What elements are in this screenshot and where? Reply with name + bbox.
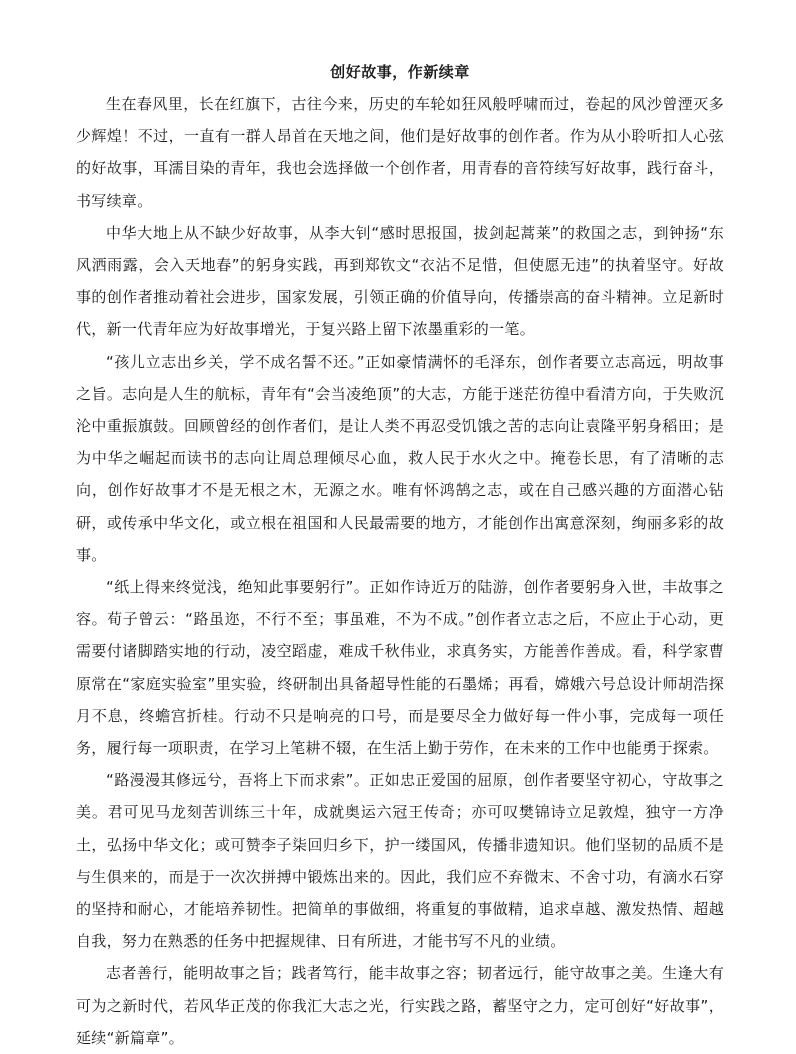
document-title: 创好故事，作新续章 [330, 63, 470, 81]
paragraph-4: “纸上得来终觉浅，绝知此事要躬行”。正如作诗近万的陆游，创作者要躬身入世，丰故事之容。荀子曾云：“路虽迩，不行不至；事虽难，不为不成。”创作者立志之后，不应止于心动，更需要付诸脚踏实地的行动，凌空蹈虚，难成千秋伟业，求真务实，方能善作善成。看，科学家曹原常在“家庭实验室”里实验，终研制出具备超导性能的石墨烯；再看，嫦娥六号总设计师胡浩探月不息，终蟾宫折桂。行动不只是响亮的口号，而是要尽全力做好每一件小事，完成每一项任务，履行每一项职责，在学习上笔耕不辍，在生活上勤于劳作，在未来的工作中也能勇于探索。 [76, 578, 724, 758]
document-page [76, 58, 724, 1054]
paragraph-2: 中华大地上从不缺少好故事，从李大钊“感时思报国，拔剑起蒿莱”的救国之志，到钟扬“东风洒雨露，会入天地春”的躬身实践，再到郑钦文“衣沾不足惜，但使愿无违”的执着坚守。好故事的创作者推动着社会进步，国家发展，引领正确的价值导向，传播崇高的奋斗精神。立足新时代，新一代青年应为好故事增光，于复兴路上留下浓墨重彩的一笔。 [76, 223, 724, 339]
paragraph-5: “路漫漫其修远兮，吾将上下而求索”。正如忠正爱国的屈原，创作者要坚守初心，守故事之美。君可见马龙刻苦训练三十年，成就奥运六冠王传奇；亦可叹樊锦诗立足敦煌，独守一方净土，弘扬中华文化；或可赞李子柒回归乡下，护一缕国风，传播非遗知识。他们坚韧的品质不是与生俱来的，而是于一次次拼搏中锻炼出来的。因此，我们应不弃微末、不舍寸功，有滴水石穿的坚持和耐心，才能培养韧性。把简单的事做细，将重复的事做精，追求卓越、激发热情、超越自我，努力在熟悉的任务中把握规律、日有所进，才能书写不凡的业绩。 [76, 771, 724, 951]
paragraph-1: 生在春风里，长在红旗下，古往今来，历史的车轮如狂风般呼啸而过，卷起的风沙曾湮灭多少辉煌！不过，一直有一群人昂首在天地之间，他们是好故事的创作者。作为从小聆听扣人心弦的好故事，耳濡目染的青年，我也会选择做一个创作者，用青春的音符续写好故事，践行奋斗，书写续章。 [76, 95, 724, 210]
paragraph-6: 志者善行，能明故事之旨；践者笃行，能丰故事之容；韧者远行，能守故事之美。生逢大有可为之新时代，若风华正茂的你我汇大志之光，行实践之路，蓄坚守之力，定可创好“好故事”，延续“新篇章”。 [76, 964, 724, 1047]
paragraph-3: “孩儿立志出乡关，学不成名誓不还。”正如豪情满怀的毛泽东，创作者要立志高远，明故事之旨。志向是人生的航标，青年有“会当凌绝顶”的大志，方能于迷茫彷徨中看清方向，于失败沉沦中重振旗鼓。回顾曾经的创作者们，是让人类不再忍受饥饿之苦的志向让袁隆平躬身稻田；是为中华之崛起而读书的志向让周总理倾尽心血，救人民于水火之中。掩卷长思，有了清晰的志向，创作好故事才不是无根之木，无源之水。唯有怀鸿鹄之志，或在自己感兴趣的方面潜心钻研，或传承中华文化，或立根在祖国和人民最需要的地方，才能创作出寓意深刻，绚丽多彩的故事。 [76, 352, 724, 564]
